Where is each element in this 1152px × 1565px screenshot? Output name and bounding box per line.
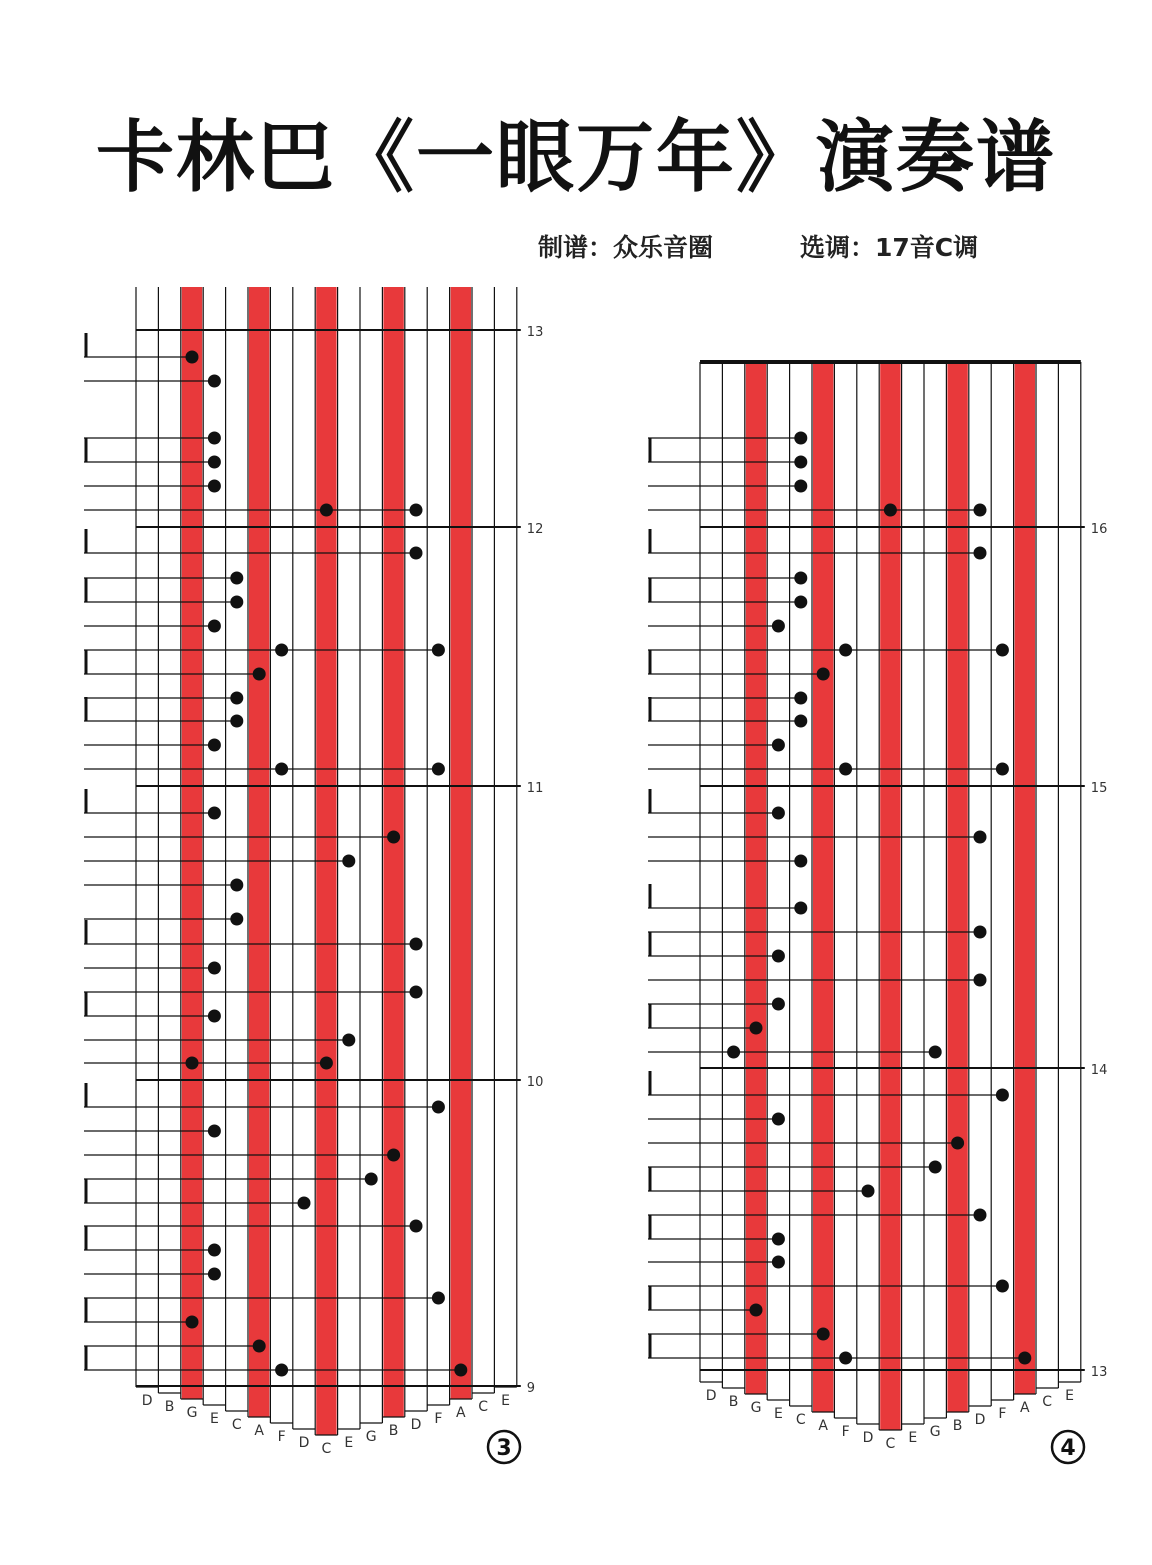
- tine-label: D: [705, 1388, 717, 1404]
- tine-highlight: [1015, 362, 1035, 1394]
- page-title: 卡林巴《一眼万年》演奏谱: [95, 113, 1056, 203]
- note-dot: [410, 504, 423, 517]
- measure-number: 13: [1090, 1365, 1108, 1380]
- measure-number: 15: [1090, 781, 1108, 796]
- tine-label: D: [410, 1417, 422, 1433]
- note-dot: [253, 668, 266, 681]
- tine-label: C: [478, 1399, 489, 1415]
- note-dot: [794, 572, 807, 585]
- tine-highlight: [182, 287, 202, 1399]
- page-number: 4: [1060, 1436, 1076, 1461]
- measure-number: 10: [526, 1075, 544, 1090]
- tine-label: F: [434, 1411, 443, 1427]
- note-dot: [974, 504, 987, 517]
- note-dot: [275, 644, 288, 657]
- tine-label: C: [885, 1436, 896, 1452]
- tine-label: D: [974, 1412, 986, 1428]
- note-dot: [794, 480, 807, 493]
- tine-label: F: [277, 1429, 286, 1445]
- tine-highlight: [451, 287, 471, 1399]
- score-panel-3: [84, 287, 543, 1463]
- note-dot: [208, 1010, 221, 1023]
- note-dot: [410, 938, 423, 951]
- note-dot: [342, 1034, 355, 1047]
- tine-label: A: [254, 1423, 264, 1439]
- tine-highlight: [947, 362, 967, 1412]
- note-dot: [839, 1352, 852, 1365]
- note-dot: [230, 913, 243, 926]
- tine-label: G: [929, 1424, 941, 1440]
- arranger-label: 制谱：众乐音圈: [538, 233, 714, 262]
- tine-label: E: [344, 1435, 354, 1451]
- note-dot: [996, 1089, 1009, 1102]
- note-dot: [929, 1161, 942, 1174]
- note-dot: [432, 1101, 445, 1114]
- note-dot: [410, 986, 423, 999]
- note-dot: [387, 831, 400, 844]
- tine-label: C: [231, 1417, 242, 1433]
- note-dot: [387, 1149, 400, 1162]
- note-dot: [230, 879, 243, 892]
- tine-label: C: [795, 1412, 806, 1428]
- tine-label: C: [321, 1441, 332, 1457]
- note-dot: [208, 432, 221, 445]
- note-dot: [794, 596, 807, 609]
- tine-label: A: [1020, 1400, 1030, 1416]
- note-dot: [410, 547, 423, 560]
- tine-highlight: [383, 287, 403, 1417]
- tine-label: E: [501, 1393, 511, 1409]
- tine-label: D: [298, 1435, 310, 1451]
- measure-number: 9: [526, 1381, 536, 1396]
- note-dot: [772, 739, 785, 752]
- note-dot: [208, 375, 221, 388]
- tine-label: D: [141, 1393, 153, 1409]
- note-dot: [208, 807, 221, 820]
- note-dot: [794, 432, 807, 445]
- note-dot: [208, 1244, 221, 1257]
- note-dot: [974, 831, 987, 844]
- note-dot: [996, 1280, 1009, 1293]
- note-dot: [794, 456, 807, 469]
- note-dot: [862, 1185, 875, 1198]
- tine-label: G: [186, 1405, 198, 1421]
- tine-label: G: [750, 1400, 762, 1416]
- tine-label: B: [164, 1399, 175, 1415]
- note-dot: [208, 1125, 221, 1138]
- tine-label: A: [818, 1418, 828, 1434]
- score-panel-4: [648, 362, 1107, 1463]
- measure-number: 14: [1090, 1063, 1108, 1078]
- note-dot: [974, 1209, 987, 1222]
- note-dot: [839, 763, 852, 776]
- note-dot: [996, 763, 1009, 776]
- tine-highlight: [880, 362, 900, 1430]
- note-dot: [186, 1057, 199, 1070]
- note-dot: [817, 1328, 830, 1341]
- tine-label: A: [456, 1405, 466, 1421]
- note-dot: [794, 855, 807, 868]
- note-dot: [951, 1137, 964, 1150]
- note-dot: [230, 596, 243, 609]
- note-dot: [432, 763, 445, 776]
- note-dot: [974, 547, 987, 560]
- note-dot: [884, 504, 897, 517]
- note-dot: [974, 974, 987, 987]
- tine-label: F: [998, 1406, 1007, 1422]
- note-dot: [750, 1304, 763, 1317]
- tine-label: E: [209, 1411, 219, 1427]
- note-dot: [230, 692, 243, 705]
- tine-label: B: [388, 1423, 399, 1439]
- note-dot: [432, 1292, 445, 1305]
- note-dot: [298, 1197, 311, 1210]
- tine-label: E: [773, 1406, 783, 1422]
- note-dot: [794, 715, 807, 728]
- note-dot: [208, 962, 221, 975]
- note-dot: [342, 855, 355, 868]
- note-dot: [1018, 1352, 1031, 1365]
- note-dot: [454, 1364, 467, 1377]
- note-dot: [772, 950, 785, 963]
- note-dot: [208, 620, 221, 633]
- tine-label: B: [728, 1394, 739, 1410]
- tine-label: E: [1065, 1388, 1075, 1404]
- key-label: 选调：17音C调: [800, 233, 979, 262]
- note-dot: [275, 1364, 288, 1377]
- tine-label: G: [365, 1429, 377, 1445]
- page-number: 3: [496, 1436, 512, 1461]
- note-dot: [432, 644, 445, 657]
- note-dot: [230, 572, 243, 585]
- note-dot: [320, 504, 333, 517]
- note-dot: [365, 1173, 378, 1186]
- note-dot: [794, 692, 807, 705]
- note-dot: [253, 1340, 266, 1353]
- measure-number: 16: [1090, 522, 1108, 537]
- note-dot: [817, 668, 830, 681]
- note-dot: [275, 763, 288, 776]
- measure-number: 13: [526, 325, 544, 340]
- tine-highlight: [249, 287, 269, 1417]
- note-dot: [772, 807, 785, 820]
- note-dot: [186, 351, 199, 364]
- note-dot: [772, 1256, 785, 1269]
- note-dot: [410, 1220, 423, 1233]
- note-dot: [794, 902, 807, 915]
- note-dot: [996, 644, 1009, 657]
- note-dot: [772, 1233, 785, 1246]
- measure-number: 12: [526, 522, 544, 537]
- note-dot: [208, 456, 221, 469]
- tine-highlight: [813, 362, 833, 1412]
- note-dot: [929, 1046, 942, 1059]
- tine-label: D: [862, 1430, 874, 1446]
- tine-label: C: [1042, 1394, 1053, 1410]
- note-dot: [727, 1046, 740, 1059]
- note-dot: [230, 715, 243, 728]
- note-dot: [839, 644, 852, 657]
- measure-number: 11: [526, 781, 544, 796]
- tine-label: E: [908, 1430, 918, 1446]
- note-dot: [208, 739, 221, 752]
- tine-label: B: [952, 1418, 963, 1434]
- note-dot: [772, 998, 785, 1011]
- note-dot: [772, 1113, 785, 1126]
- note-dot: [320, 1057, 333, 1070]
- note-dot: [208, 480, 221, 493]
- note-dot: [186, 1316, 199, 1329]
- note-dot: [208, 1268, 221, 1281]
- note-dot: [772, 620, 785, 633]
- note-dot: [974, 926, 987, 939]
- tine-label: F: [841, 1424, 850, 1440]
- note-dot: [750, 1022, 763, 1035]
